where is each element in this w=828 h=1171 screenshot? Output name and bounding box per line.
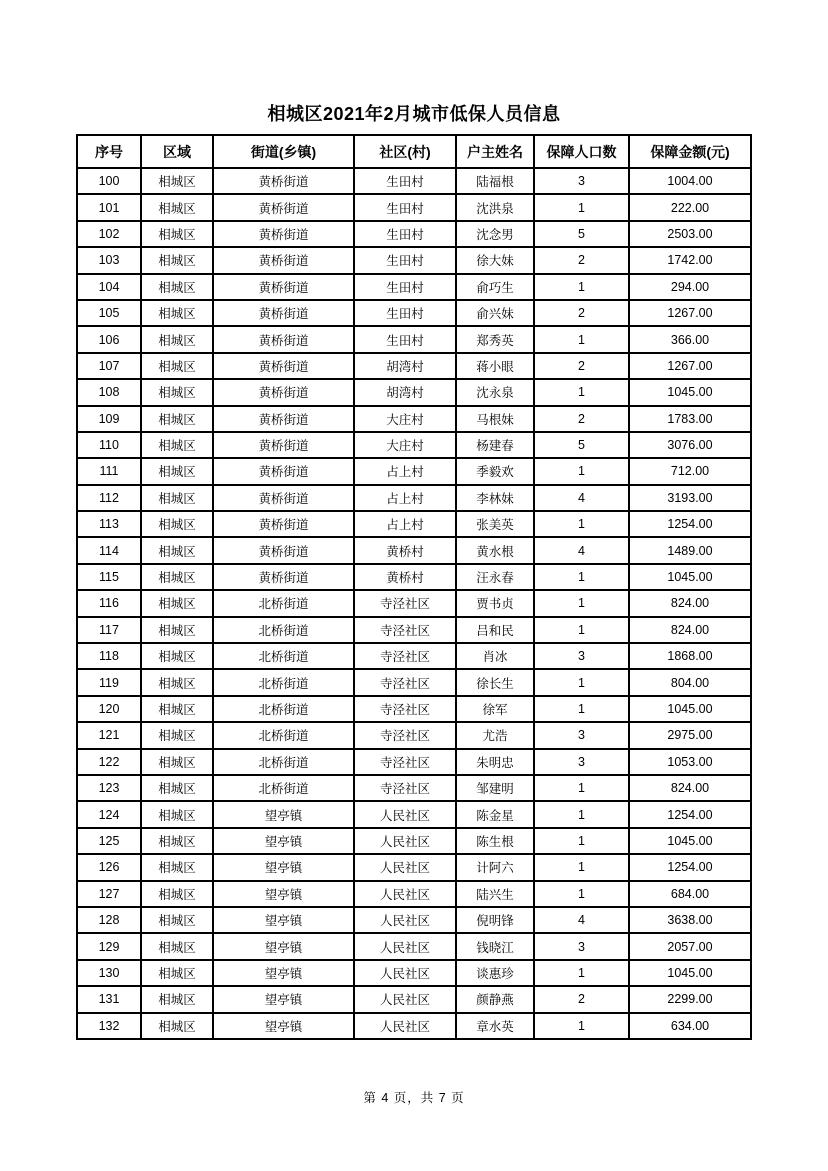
cell-community: 寺泾社区 — [354, 696, 456, 722]
table-row — [77, 300, 751, 326]
cell-community: 胡湾村 — [354, 379, 456, 405]
cell-householder-name: 徐军 — [456, 696, 534, 722]
cell-householder-name: 尤浩 — [456, 722, 534, 748]
cell-street: 黄桥街道 — [213, 511, 354, 537]
cell-amount: 1868.00 — [629, 643, 751, 669]
cell-region: 相城区 — [141, 881, 213, 907]
cell-householder-name: 肖冰 — [456, 643, 534, 669]
cell-serial: 100 — [77, 168, 141, 194]
cell-community: 寺泾社区 — [354, 749, 456, 775]
cell-region: 相城区 — [141, 537, 213, 563]
cell-community: 人民社区 — [354, 986, 456, 1012]
cell-street: 望亭镇 — [213, 986, 354, 1012]
table-row — [77, 907, 751, 933]
table-row — [77, 274, 751, 300]
table-row — [77, 986, 751, 1012]
cell-street: 黄桥街道 — [213, 168, 354, 194]
table-row — [77, 669, 751, 695]
cell-serial: 118 — [77, 643, 141, 669]
cell-amount: 1254.00 — [629, 801, 751, 827]
cell-insured-count: 1 — [534, 960, 629, 986]
cell-street: 北桥街道 — [213, 696, 354, 722]
cell-community: 人民社区 — [354, 801, 456, 827]
cell-street: 北桥街道 — [213, 643, 354, 669]
cell-amount: 1045.00 — [629, 379, 751, 405]
cell-serial: 117 — [77, 617, 141, 643]
cell-serial: 125 — [77, 828, 141, 854]
cell-street: 北桥街道 — [213, 722, 354, 748]
cell-householder-name: 杨建春 — [456, 432, 534, 458]
cell-serial: 105 — [77, 300, 141, 326]
cell-region: 相城区 — [141, 168, 213, 194]
cell-community: 人民社区 — [354, 854, 456, 880]
cell-serial: 122 — [77, 749, 141, 775]
cell-community: 人民社区 — [354, 881, 456, 907]
table-row — [77, 590, 751, 616]
cell-insured-count: 1 — [534, 274, 629, 300]
cell-street: 望亭镇 — [213, 828, 354, 854]
cell-householder-name: 朱明忠 — [456, 749, 534, 775]
cell-insured-count: 1 — [534, 379, 629, 405]
cell-region: 相城区 — [141, 511, 213, 537]
cell-householder-name: 倪明锋 — [456, 907, 534, 933]
cell-community: 生田村 — [354, 221, 456, 247]
cell-amount: 712.00 — [629, 458, 751, 484]
cell-community: 大庄村 — [354, 406, 456, 432]
table-row — [77, 194, 751, 220]
cell-region: 相城区 — [141, 617, 213, 643]
cell-insured-count: 1 — [534, 696, 629, 722]
cell-amount: 824.00 — [629, 617, 751, 643]
cell-street: 黄桥街道 — [213, 537, 354, 563]
cell-region: 相城区 — [141, 353, 213, 379]
cell-amount: 3638.00 — [629, 907, 751, 933]
cell-insured-count: 2 — [534, 406, 629, 432]
cell-insured-count: 2 — [534, 300, 629, 326]
cell-serial: 106 — [77, 326, 141, 352]
cell-serial: 108 — [77, 379, 141, 405]
cell-region: 相城区 — [141, 749, 213, 775]
cell-region: 相城区 — [141, 485, 213, 511]
cell-serial: 123 — [77, 775, 141, 801]
cell-amount: 1489.00 — [629, 537, 751, 563]
cell-street: 黄桥街道 — [213, 326, 354, 352]
table-row — [77, 854, 751, 880]
cell-householder-name: 陈金星 — [456, 801, 534, 827]
cell-region: 相城区 — [141, 722, 213, 748]
cell-serial: 132 — [77, 1013, 141, 1039]
cell-community: 黄桥村 — [354, 537, 456, 563]
cell-insured-count: 4 — [534, 537, 629, 563]
cell-householder-name: 邹建明 — [456, 775, 534, 801]
cell-amount: 1045.00 — [629, 696, 751, 722]
cell-insured-count: 1 — [534, 881, 629, 907]
cell-insured-count: 1 — [534, 511, 629, 537]
cell-householder-name: 谈惠珍 — [456, 960, 534, 986]
table-row — [77, 432, 751, 458]
table-row — [77, 326, 751, 352]
table-body — [77, 168, 751, 1039]
cell-householder-name: 蒋小眼 — [456, 353, 534, 379]
cell-householder-name: 钱晓江 — [456, 933, 534, 959]
cell-serial: 129 — [77, 933, 141, 959]
column-header-insured-count: 保障人口数 — [534, 135, 629, 168]
page-title: 相城区2021年2月城市低保人员信息 — [267, 104, 561, 124]
cell-serial: 102 — [77, 221, 141, 247]
cell-householder-name: 马根妹 — [456, 406, 534, 432]
cell-amount: 3193.00 — [629, 485, 751, 511]
cell-community: 生田村 — [354, 247, 456, 273]
cell-serial: 120 — [77, 696, 141, 722]
cell-serial: 115 — [77, 564, 141, 590]
page-number-footer: 第 4 页，共 7 页 — [363, 1090, 465, 1105]
table-row — [77, 643, 751, 669]
cell-amount: 824.00 — [629, 775, 751, 801]
cell-region: 相城区 — [141, 775, 213, 801]
cell-community: 人民社区 — [354, 907, 456, 933]
cell-serial: 127 — [77, 881, 141, 907]
cell-region: 相城区 — [141, 696, 213, 722]
cell-serial: 113 — [77, 511, 141, 537]
table-row — [77, 828, 751, 854]
cell-community: 胡湾村 — [354, 353, 456, 379]
welfare-table — [76, 134, 752, 1040]
cell-householder-name: 汪永春 — [456, 564, 534, 590]
cell-street: 黄桥街道 — [213, 564, 354, 590]
table-row — [77, 353, 751, 379]
cell-insured-count: 1 — [534, 458, 629, 484]
cell-street: 北桥街道 — [213, 775, 354, 801]
cell-householder-name: 徐大妹 — [456, 247, 534, 273]
cell-community: 占上村 — [354, 458, 456, 484]
cell-street: 望亭镇 — [213, 881, 354, 907]
cell-amount: 222.00 — [629, 194, 751, 220]
cell-householder-name: 张美英 — [456, 511, 534, 537]
cell-amount: 2975.00 — [629, 722, 751, 748]
cell-street: 黄桥街道 — [213, 432, 354, 458]
cell-region: 相城区 — [141, 828, 213, 854]
cell-amount: 2057.00 — [629, 933, 751, 959]
cell-amount: 634.00 — [629, 1013, 751, 1039]
table-header — [77, 135, 751, 168]
cell-insured-count: 2 — [534, 247, 629, 273]
cell-serial: 109 — [77, 406, 141, 432]
table-row — [77, 933, 751, 959]
cell-householder-name: 俞兴妹 — [456, 300, 534, 326]
cell-serial: 111 — [77, 458, 141, 484]
cell-community: 寺泾社区 — [354, 669, 456, 695]
table-row — [77, 696, 751, 722]
cell-community: 人民社区 — [354, 933, 456, 959]
cell-region: 相城区 — [141, 643, 213, 669]
cell-serial: 103 — [77, 247, 141, 273]
cell-insured-count: 3 — [534, 168, 629, 194]
cell-region: 相城区 — [141, 406, 213, 432]
cell-householder-name: 贾书贞 — [456, 590, 534, 616]
cell-amount: 1742.00 — [629, 247, 751, 273]
cell-amount: 804.00 — [629, 669, 751, 695]
cell-householder-name: 沈念男 — [456, 221, 534, 247]
cell-street: 望亭镇 — [213, 933, 354, 959]
cell-amount: 684.00 — [629, 881, 751, 907]
table-row — [77, 617, 751, 643]
cell-community: 寺泾社区 — [354, 775, 456, 801]
cell-serial: 121 — [77, 722, 141, 748]
cell-amount: 3076.00 — [629, 432, 751, 458]
cell-insured-count: 1 — [534, 1013, 629, 1039]
cell-serial: 131 — [77, 986, 141, 1012]
cell-region: 相城区 — [141, 907, 213, 933]
cell-insured-count: 1 — [534, 617, 629, 643]
cell-serial: 126 — [77, 854, 141, 880]
cell-insured-count: 3 — [534, 933, 629, 959]
cell-serial: 107 — [77, 353, 141, 379]
cell-amount: 1045.00 — [629, 564, 751, 590]
cell-amount: 1004.00 — [629, 168, 751, 194]
table-row — [77, 801, 751, 827]
cell-amount: 1267.00 — [629, 300, 751, 326]
cell-householder-name: 陈生根 — [456, 828, 534, 854]
cell-householder-name: 章水英 — [456, 1013, 534, 1039]
cell-community: 占上村 — [354, 485, 456, 511]
cell-serial: 119 — [77, 669, 141, 695]
cell-street: 望亭镇 — [213, 854, 354, 880]
cell-community: 寺泾社区 — [354, 722, 456, 748]
cell-community: 寺泾社区 — [354, 643, 456, 669]
cell-insured-count: 4 — [534, 907, 629, 933]
cell-region: 相城区 — [141, 801, 213, 827]
cell-region: 相城区 — [141, 669, 213, 695]
cell-insured-count: 2 — [534, 353, 629, 379]
cell-insured-count: 3 — [534, 643, 629, 669]
cell-street: 望亭镇 — [213, 907, 354, 933]
cell-region: 相城区 — [141, 221, 213, 247]
cell-householder-name: 郑秀英 — [456, 326, 534, 352]
table-row — [77, 485, 751, 511]
cell-street: 黄桥街道 — [213, 379, 354, 405]
column-header-amount: 保障金额(元) — [629, 135, 751, 168]
cell-region: 相城区 — [141, 300, 213, 326]
cell-amount: 1254.00 — [629, 511, 751, 537]
cell-insured-count: 3 — [534, 749, 629, 775]
cell-community: 人民社区 — [354, 960, 456, 986]
cell-street: 北桥街道 — [213, 669, 354, 695]
table-header-row — [77, 135, 751, 168]
cell-community: 生田村 — [354, 194, 456, 220]
cell-region: 相城区 — [141, 247, 213, 273]
column-header-street: 街道(乡镇) — [213, 135, 354, 168]
cell-insured-count: 1 — [534, 564, 629, 590]
table-row — [77, 881, 751, 907]
cell-insured-count: 4 — [534, 485, 629, 511]
cell-serial: 124 — [77, 801, 141, 827]
cell-street: 黄桥街道 — [213, 221, 354, 247]
cell-householder-name: 沈洪泉 — [456, 194, 534, 220]
cell-serial: 114 — [77, 537, 141, 563]
table-row — [77, 511, 751, 537]
cell-householder-name: 黄水根 — [456, 537, 534, 563]
cell-insured-count: 1 — [534, 590, 629, 616]
cell-street: 黄桥街道 — [213, 274, 354, 300]
cell-region: 相城区 — [141, 326, 213, 352]
cell-street: 北桥街道 — [213, 749, 354, 775]
cell-region: 相城区 — [141, 854, 213, 880]
cell-insured-count: 1 — [534, 801, 629, 827]
cell-householder-name: 吕和民 — [456, 617, 534, 643]
cell-householder-name: 陆福根 — [456, 168, 534, 194]
column-header-serial: 序号 — [77, 135, 141, 168]
cell-community: 生田村 — [354, 326, 456, 352]
cell-amount: 1267.00 — [629, 353, 751, 379]
table-row — [77, 168, 751, 194]
cell-insured-count: 5 — [534, 221, 629, 247]
cell-community: 大庄村 — [354, 432, 456, 458]
cell-region: 相城区 — [141, 1013, 213, 1039]
cell-street: 北桥街道 — [213, 617, 354, 643]
cell-region: 相城区 — [141, 960, 213, 986]
cell-amount: 2503.00 — [629, 221, 751, 247]
cell-serial: 110 — [77, 432, 141, 458]
cell-street: 黄桥街道 — [213, 485, 354, 511]
column-header-region: 区域 — [141, 135, 213, 168]
table-row — [77, 458, 751, 484]
cell-amount: 824.00 — [629, 590, 751, 616]
cell-street: 黄桥街道 — [213, 406, 354, 432]
table-row — [77, 406, 751, 432]
cell-region: 相城区 — [141, 379, 213, 405]
cell-amount: 1254.00 — [629, 854, 751, 880]
table-row — [77, 537, 751, 563]
cell-householder-name: 陆兴生 — [456, 881, 534, 907]
cell-street: 望亭镇 — [213, 1013, 354, 1039]
cell-amount: 1783.00 — [629, 406, 751, 432]
table-row — [77, 722, 751, 748]
cell-street: 北桥街道 — [213, 590, 354, 616]
cell-serial: 128 — [77, 907, 141, 933]
cell-insured-count: 2 — [534, 986, 629, 1012]
cell-community: 占上村 — [354, 511, 456, 537]
cell-region: 相城区 — [141, 590, 213, 616]
cell-community: 生田村 — [354, 168, 456, 194]
cell-street: 黄桥街道 — [213, 247, 354, 273]
cell-insured-count: 1 — [534, 854, 629, 880]
cell-street: 望亭镇 — [213, 960, 354, 986]
table-row — [77, 221, 751, 247]
cell-region: 相城区 — [141, 458, 213, 484]
cell-amount: 1045.00 — [629, 828, 751, 854]
cell-street: 黄桥街道 — [213, 458, 354, 484]
cell-householder-name: 颜静燕 — [456, 986, 534, 1012]
table-row — [77, 775, 751, 801]
cell-community: 生田村 — [354, 274, 456, 300]
cell-insured-count: 5 — [534, 432, 629, 458]
cell-community: 人民社区 — [354, 828, 456, 854]
table-row — [77, 564, 751, 590]
cell-householder-name: 沈永泉 — [456, 379, 534, 405]
cell-community: 生田村 — [354, 300, 456, 326]
cell-householder-name: 李林妹 — [456, 485, 534, 511]
cell-insured-count: 1 — [534, 828, 629, 854]
cell-region: 相城区 — [141, 986, 213, 1012]
cell-region: 相城区 — [141, 564, 213, 590]
cell-serial: 112 — [77, 485, 141, 511]
table-row — [77, 960, 751, 986]
cell-region: 相城区 — [141, 274, 213, 300]
cell-serial: 104 — [77, 274, 141, 300]
cell-insured-count: 1 — [534, 194, 629, 220]
cell-street: 望亭镇 — [213, 801, 354, 827]
cell-street: 黄桥街道 — [213, 300, 354, 326]
cell-community: 寺泾社区 — [354, 590, 456, 616]
table-row — [77, 749, 751, 775]
table-row — [77, 247, 751, 273]
column-header-householder-name: 户主姓名 — [456, 135, 534, 168]
cell-serial: 130 — [77, 960, 141, 986]
cell-householder-name: 季毅欢 — [456, 458, 534, 484]
cell-householder-name: 徐长生 — [456, 669, 534, 695]
cell-insured-count: 1 — [534, 669, 629, 695]
cell-householder-name: 俞巧生 — [456, 274, 534, 300]
cell-street: 黄桥街道 — [213, 194, 354, 220]
cell-amount: 366.00 — [629, 326, 751, 352]
cell-serial: 116 — [77, 590, 141, 616]
cell-insured-count: 1 — [534, 326, 629, 352]
cell-community: 黄桥村 — [354, 564, 456, 590]
column-header-community: 社区(村) — [354, 135, 456, 168]
cell-amount: 294.00 — [629, 274, 751, 300]
cell-serial: 101 — [77, 194, 141, 220]
cell-insured-count: 1 — [534, 775, 629, 801]
table-row — [77, 379, 751, 405]
cell-amount: 2299.00 — [629, 986, 751, 1012]
cell-insured-count: 3 — [534, 722, 629, 748]
cell-street: 黄桥街道 — [213, 353, 354, 379]
cell-region: 相城区 — [141, 933, 213, 959]
cell-amount: 1045.00 — [629, 960, 751, 986]
cell-region: 相城区 — [141, 432, 213, 458]
cell-community: 人民社区 — [354, 1013, 456, 1039]
cell-community: 寺泾社区 — [354, 617, 456, 643]
cell-householder-name: 计阿六 — [456, 854, 534, 880]
table-row — [77, 1013, 751, 1039]
cell-amount: 1053.00 — [629, 749, 751, 775]
cell-region: 相城区 — [141, 194, 213, 220]
